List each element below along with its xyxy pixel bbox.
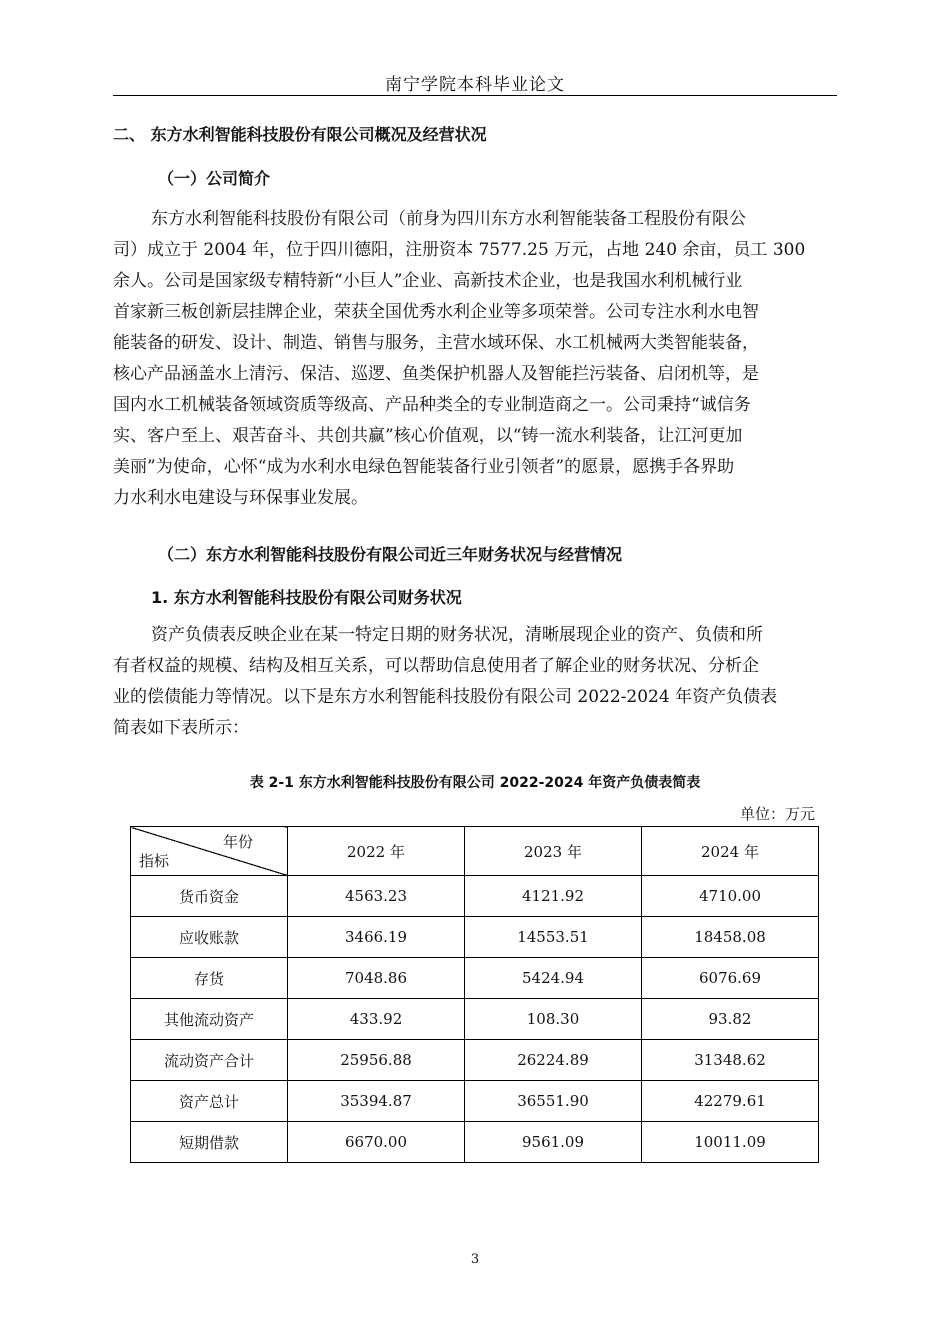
row-label: 其他流动资产 <box>131 999 288 1040</box>
intro-line: 力水利水电建设与环保事业发展。 <box>113 488 368 508</box>
table-row <box>131 1081 819 1122</box>
subsubsection-heading: 1. 东方水利智能科技股份有限公司财务状况 <box>151 588 462 607</box>
intro-line: 国内水工机械装备领域资质等级高、产品种类全的专业制造商之一。公司秉持“诚信务 <box>113 395 751 415</box>
table-cell: 18458.08 <box>642 917 819 958</box>
table-cell: 42279.61 <box>642 1081 819 1122</box>
intro-line: 余人。公司是国家级专精特新“小巨人”企业、高新技术企业，也是我国水利机械行业 <box>113 271 743 291</box>
table-row <box>131 1122 819 1163</box>
table-cell: 6670.00 <box>288 1122 465 1163</box>
balance-line: 简表如下表所示： <box>113 718 249 738</box>
row-label: 流动资产合计 <box>131 1040 288 1081</box>
table-row <box>131 1040 819 1081</box>
table-cell: 7048.86 <box>288 958 465 999</box>
table-cell: 4710.00 <box>642 876 819 917</box>
table-cell: 6076.69 <box>642 958 819 999</box>
year-header: 2023 年 <box>465 827 642 876</box>
row-label: 短期借款 <box>131 1122 288 1163</box>
row-label: 存货 <box>131 958 288 999</box>
row-label: 货币资金 <box>131 876 288 917</box>
table-cell: 31348.62 <box>642 1040 819 1081</box>
corner-year-label: 年份 <box>222 833 253 851</box>
intro-line: 能装备的研发、设计、制造、销售与服务，主营水域环保、水工机械两大类智能装备， <box>113 333 759 353</box>
table-row <box>131 917 819 958</box>
table-row <box>131 876 819 917</box>
table-cell: 3466.19 <box>288 917 465 958</box>
subsection-heading-intro: （一）公司简介 <box>158 169 271 188</box>
table-cell: 4563.23 <box>288 876 465 917</box>
table-cell: 35394.87 <box>288 1081 465 1122</box>
balance-line: 资产负债表反映企业在某一特定日期的财务状况，清晰展现企业的资产、负债和所 <box>151 625 763 645</box>
header-rule <box>113 95 837 96</box>
subsection-heading-finance: （二）东方水利智能科技股份有限公司近三年财务状况与经营情况 <box>158 545 623 564</box>
section-heading: 二、 东方水利智能科技股份有限公司概况及经营状况 <box>113 125 487 144</box>
table-caption: 表 2-1 东方水利智能科技股份有限公司 2022-2024 年资产负债表简表 <box>249 775 701 791</box>
intro-line: 美丽”为使命，心怀“成为水利水电绿色智能装备行业引领者”的愿景，愿携手各界助 <box>113 457 735 477</box>
row-label: 资产总计 <box>131 1081 288 1122</box>
table-cell: 25956.88 <box>288 1040 465 1081</box>
table-unit: 单位：万元 <box>739 805 815 823</box>
year-header: 2024 年 <box>642 827 819 876</box>
intro-line: 司）成立于 2004 年，位于四川德阳，注册资本 7577.25 万元，占地 240 余亩，员工 300 <box>113 240 806 260</box>
intro-line: 首家新三板创新层挂牌企业，荣获全国优秀水利企业等多项荣誉。公司专注水利水电智 <box>113 302 759 322</box>
corner-cell <box>131 827 288 876</box>
table-cell: 26224.89 <box>465 1040 642 1081</box>
year-header: 2022 年 <box>288 827 465 876</box>
intro-line: 东方水利智能科技股份有限公司（前身为四川东方水利智能装备工程股份有限公 <box>151 209 746 229</box>
table-cell: 4121.92 <box>465 876 642 917</box>
intro-line: 实、客户至上、艰苦奋斗、共创共赢”核心价值观，以“铸一流水利装备，让江河更加 <box>113 426 743 446</box>
table-cell: 5424.94 <box>465 958 642 999</box>
corner-indicator-label: 指标 <box>139 852 170 870</box>
table-cell: 9561.09 <box>465 1122 642 1163</box>
table-row <box>131 958 819 999</box>
table-header-row <box>131 827 819 876</box>
balance-line: 业的偿债能力等情况。以下是东方水利智能科技股份有限公司 2022-2024 年资产负债表 <box>113 687 778 707</box>
table-cell: 433.92 <box>288 999 465 1040</box>
page-number: 3 <box>470 1252 480 1267</box>
intro-line: 核心产品涵盖水上清污、保洁、巡逻、鱼类保护机器人及智能拦污装备、启闭机等，是 <box>113 364 759 384</box>
balance-line: 有者权益的规模、结构及相互关系，可以帮助信息使用者了解企业的财务状况、分析企 <box>113 656 759 676</box>
table-cell: 93.82 <box>642 999 819 1040</box>
table-row <box>131 999 819 1040</box>
table-cell: 10011.09 <box>642 1122 819 1163</box>
balance-sheet-table <box>130 826 819 1163</box>
table-cell: 36551.90 <box>465 1081 642 1122</box>
table-cell: 108.30 <box>465 999 642 1040</box>
running-header: 南宁学院本科毕业论文 <box>385 75 565 95</box>
table-cell: 14553.51 <box>465 917 642 958</box>
row-label: 应收账款 <box>131 917 288 958</box>
